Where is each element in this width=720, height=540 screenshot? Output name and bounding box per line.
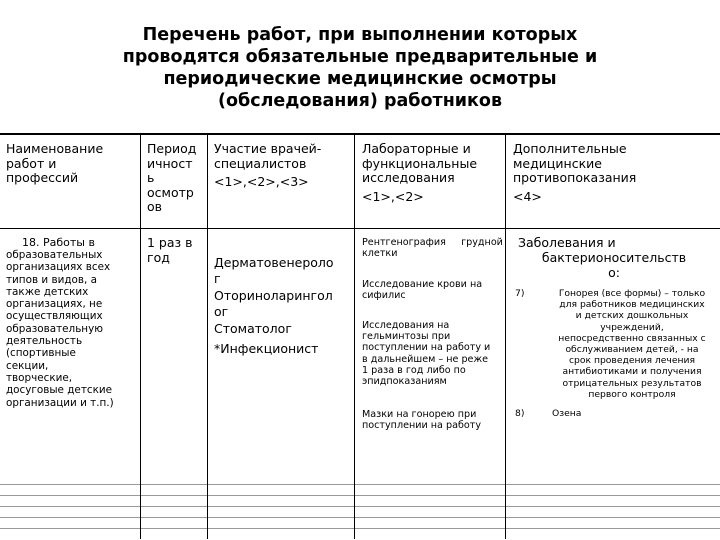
lab-test-item: Мазки на гонорею при поступлении на работу xyxy=(362,409,482,432)
lab-test-item: Исследование крови на сифилис xyxy=(362,279,483,302)
work-description xyxy=(6,236,114,409)
header-periodicity: Период ичност ь осмотр ов xyxy=(147,141,197,214)
table-top-border xyxy=(0,133,720,135)
item-7-text: Гонорея (все формы) – только для работников медицинских и детских дошкольных учреждений, непосредственно связанных с обслуживанием детей, - на срок проведения лечения антибиотиками и получения отрицательных результатов первого контроля xyxy=(558,288,706,400)
table-grid-line xyxy=(0,495,720,496)
title-line-4: (обследования) работников xyxy=(217,91,503,111)
title-line-1: Перечень работ, при выполнении которых xyxy=(142,25,578,45)
header-work-title: Наименование работ и профессий xyxy=(6,141,104,185)
table-grid-line xyxy=(0,506,720,507)
column-divider xyxy=(140,135,141,539)
table-grid-line xyxy=(0,528,720,529)
contraindications-intro: Заболевания и бактерионосительств о: xyxy=(518,235,687,280)
header-lab-tests: Лабораторные и функциональные исследования <1>,<2> xyxy=(362,141,478,204)
table-grid-line xyxy=(0,517,720,518)
header-row-border xyxy=(0,228,720,229)
specialists-list: Дерматовенероло г Оториноларингол ог Стоматолог *Инфекционист xyxy=(214,255,334,356)
column-divider xyxy=(505,135,506,539)
work-title: 18. Работы в xyxy=(22,236,95,249)
header-contraindications: Дополнительные медицинские противопоказания <4> xyxy=(513,141,637,204)
title-line-3: периодические медицинские осмотры xyxy=(163,69,557,89)
column-divider xyxy=(354,135,355,539)
item-8-text: Озена xyxy=(552,408,582,419)
item-7-number: 7) xyxy=(515,288,525,299)
table-grid-line xyxy=(0,484,720,485)
column-divider xyxy=(207,135,208,539)
lab-test-item: Рентгенография грудной клетки xyxy=(362,237,503,260)
work-lines: образовательных организациях всех типов и видов, а также детских организациях, не осуществляющих образовательную деятельность (спортивные секции, творческие, досуговые детские организации и т.п.) xyxy=(6,249,114,409)
page-title xyxy=(60,24,660,112)
periodicity-value: 1 раз в год xyxy=(147,235,193,265)
title-line-2: проводятся обязательные предварительные и xyxy=(122,47,598,67)
lab-test-item: Исследования на гельминтозы при поступлении на работу и в дальнейшем – не реже 1 раза в год либо по эпидпоказаниям xyxy=(362,320,491,388)
header-specialists: Участие врачей- специалистов <1>,<2>,<3> xyxy=(214,141,322,189)
item-8-number: 8) xyxy=(515,408,525,419)
